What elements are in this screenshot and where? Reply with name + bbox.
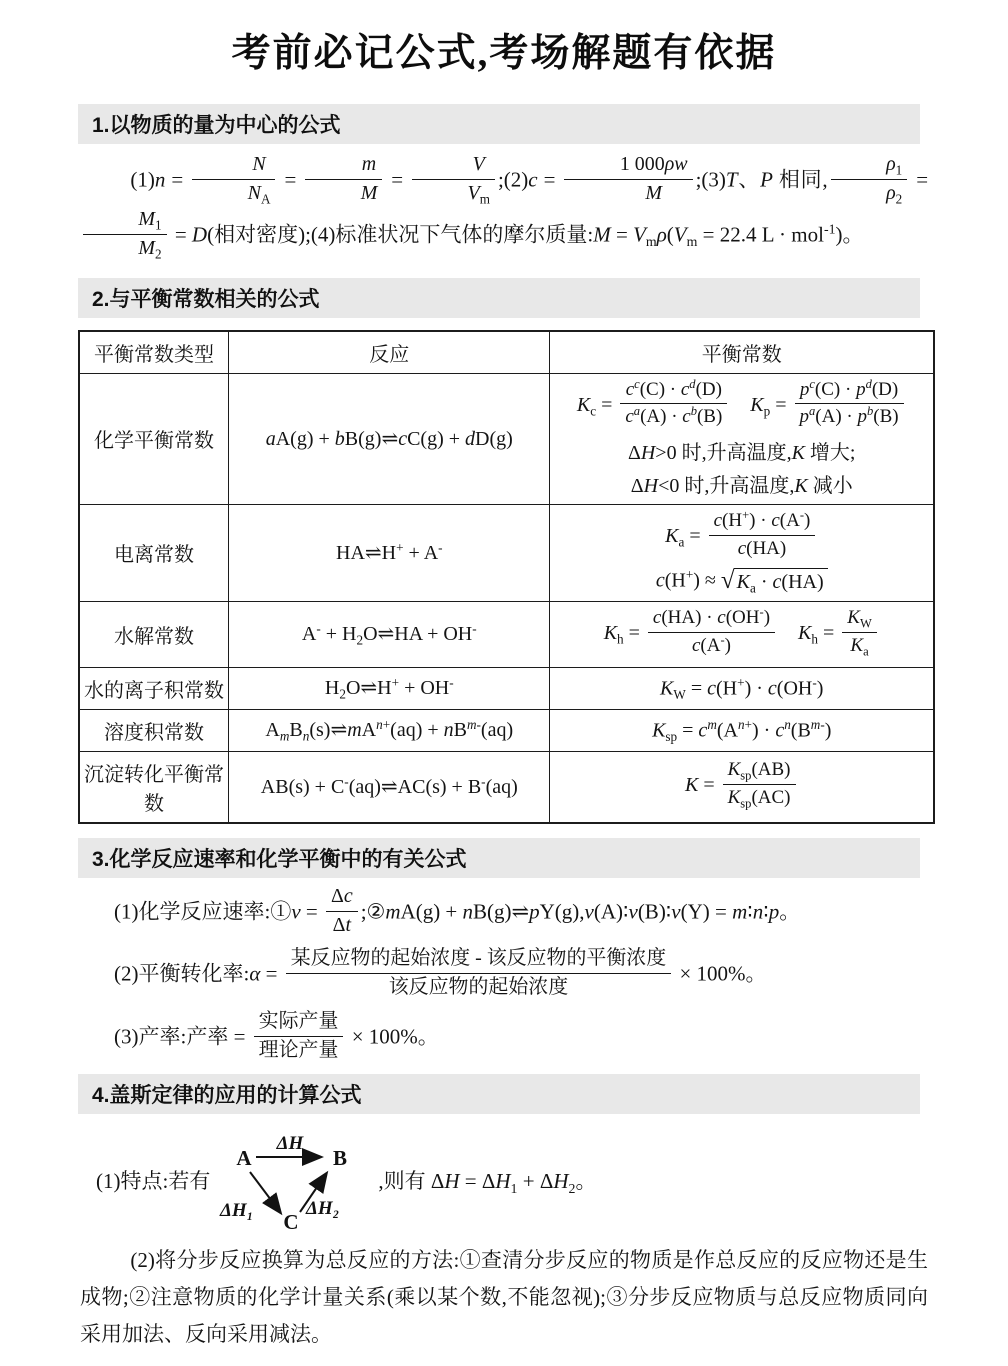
table-header-row [79,331,934,374]
col-header-constant: 平衡常数 [550,331,934,374]
row-type: 化学平衡常数 [79,373,229,504]
table-row [79,373,934,504]
row-reaction: $H_2O\rightleftharpoons H^+ + OH^-$ [229,667,550,709]
row-reaction: aA(g) + bB(g)⇌cC(g) + dD(g) [229,373,550,504]
delta-h1-label: ΔH₁ [220,1200,254,1222]
col-header-reaction: 反应 [229,331,550,374]
node-b-label: B [333,1146,348,1171]
row-reaction: HA⇌H+ + A- [229,505,550,601]
constant-line: ΔH<0 时,升高温度,K 减小 [630,475,853,498]
section-4-item-2: (2)将分步反应换算为总反应的方法:①查清分步反应的物质是作总反应的反应物还是生成物;②注意物质的化学计量关系(乘以某个数,不能忽视);③分步反应物质与总反应物质同向采用加法、反向采用减法。 [80,1248,928,1346]
hess-law-feature-line [96,1128,928,1232]
col-header-type: 平衡常数类型 [79,331,229,374]
constant-line: $K_c$ = $\frac{c^c(C) \cdot c^d(D)}{c^a(A) \cdot c^b(B)}$ $K_p$ = $\frac{p^c(C) \cdot p^d(D)}{p^a(A) \cdot p^b(B)}$ [577,380,907,432]
table-row [79,505,934,601]
delta-h2-label: ΔH₂ [306,1198,340,1220]
row-type: 电离常数 [79,505,229,601]
row-type: 溶度积常数 [79,709,229,751]
row-reaction: AB(s) + C-(aq)⇌AC(s) + B-(aq) [229,751,550,823]
section-3-heading: 3.化学反应速率和化学平衡中的有关公式 [78,838,920,878]
row-constant: K = $\frac{K_{sp}(AB)}{K_{sp}(AC)}$ [550,751,934,823]
row-constant: $K_{sp} = c^m(A^{n+}) \cdot c^n(B^{m-})$ [550,709,934,751]
node-a-label: A [236,1146,252,1171]
hess-suffix-text: ,则有 $\Delta H = \Delta H_1 + \Delta H_2$。 [378,1168,597,1196]
table-row [79,667,934,709]
hess-prefix-text: (1)特点:若有 [96,1169,211,1194]
arrow-a-to-c [250,1172,280,1212]
section-1-heading: 1.以物质的量为中心的公式 [78,104,920,144]
row-type: 水解常数 [79,601,229,667]
equilibrium-constants-table [78,330,935,824]
section-1-formulas: (1)n = $\frac{N}{N_A}$ = $\frac{m}{M}$ = $\frac{V}{V_m}$ ;(2)c = $\frac{1 000\rho w}{M}$ ;(3)T、P 相同, $\frac{\rho_1}{\rho_2}$ = $\frac{M_1}{M_2}$ = D(相对密度);(4)标准状况下气体的摩尔质量:M = $V_m\rho(V_m = 22.4$ L · mol$^{-1}$)。 [80,154,928,264]
section-3-item-1: (1)化学反应速率:①v = $\frac{\Delta c}{\Delta t}$ ;②mA(g) + nB(g)⇌pY(g),v(A)∶v(B)∶v(Y) = m∶n∶p。 [80,886,928,941]
row-constant: $K_h$ = $\frac{c(HA) \cdot c(OH^-)}{c(A^-)}$ $K_h$ = $\frac{K_W}{K_a}$ [550,601,934,667]
table-row [79,709,934,751]
constant-line: ΔH>0 时,升高温度,K 增大; [627,442,856,465]
constant-line: $K_a$ = $\frac{c(H^+) \cdot c(A^-)}{c(HA)}$ [665,511,818,563]
row-reaction: $A_mB_n(s)\rightleftharpoons mA^{n+}(aq) + nB^{m-}(aq)$ [229,709,550,751]
row-reaction: $A^- + H_2O\rightleftharpoons HA + OH^-$ [229,601,550,667]
section-4-heading: 4.盖斯定律的应用的计算公式 [78,1074,920,1114]
table-row [79,601,934,667]
hess-triangle-diagram [214,1128,374,1232]
row-constant [550,505,934,601]
delta-h-label: ΔH [276,1133,304,1155]
node-c-label: C [283,1210,299,1233]
section-3-item-2: (2)平衡转化率:α = $\frac{\text{某反应物的起始浓度 - 该反应物的平衡浓度}}{\text{该反应物的起始浓度}}$ × 100%。 [80,948,928,1003]
row-constant: $K_W = c(H^+) \cdot c(OH^-)$ [550,667,934,709]
section-2-heading: 2.与平衡常数相关的公式 [78,278,920,318]
constant-line: c(H+) ≈ √ $K_a \cdot c(HA)$ [656,568,828,595]
row-type: 沉淀转化平衡常数 [79,751,229,823]
row-type: 水的离子积常数 [79,667,229,709]
section-3-item-3: (3)产率:产率 = $\frac{\text{实际产量}}{\text{理论产量}}$ × 100%。 [80,1011,928,1066]
table-row [79,751,934,823]
row-constant [550,373,934,504]
page-title: 考前必记公式,考场解题有依据 [231,32,777,75]
